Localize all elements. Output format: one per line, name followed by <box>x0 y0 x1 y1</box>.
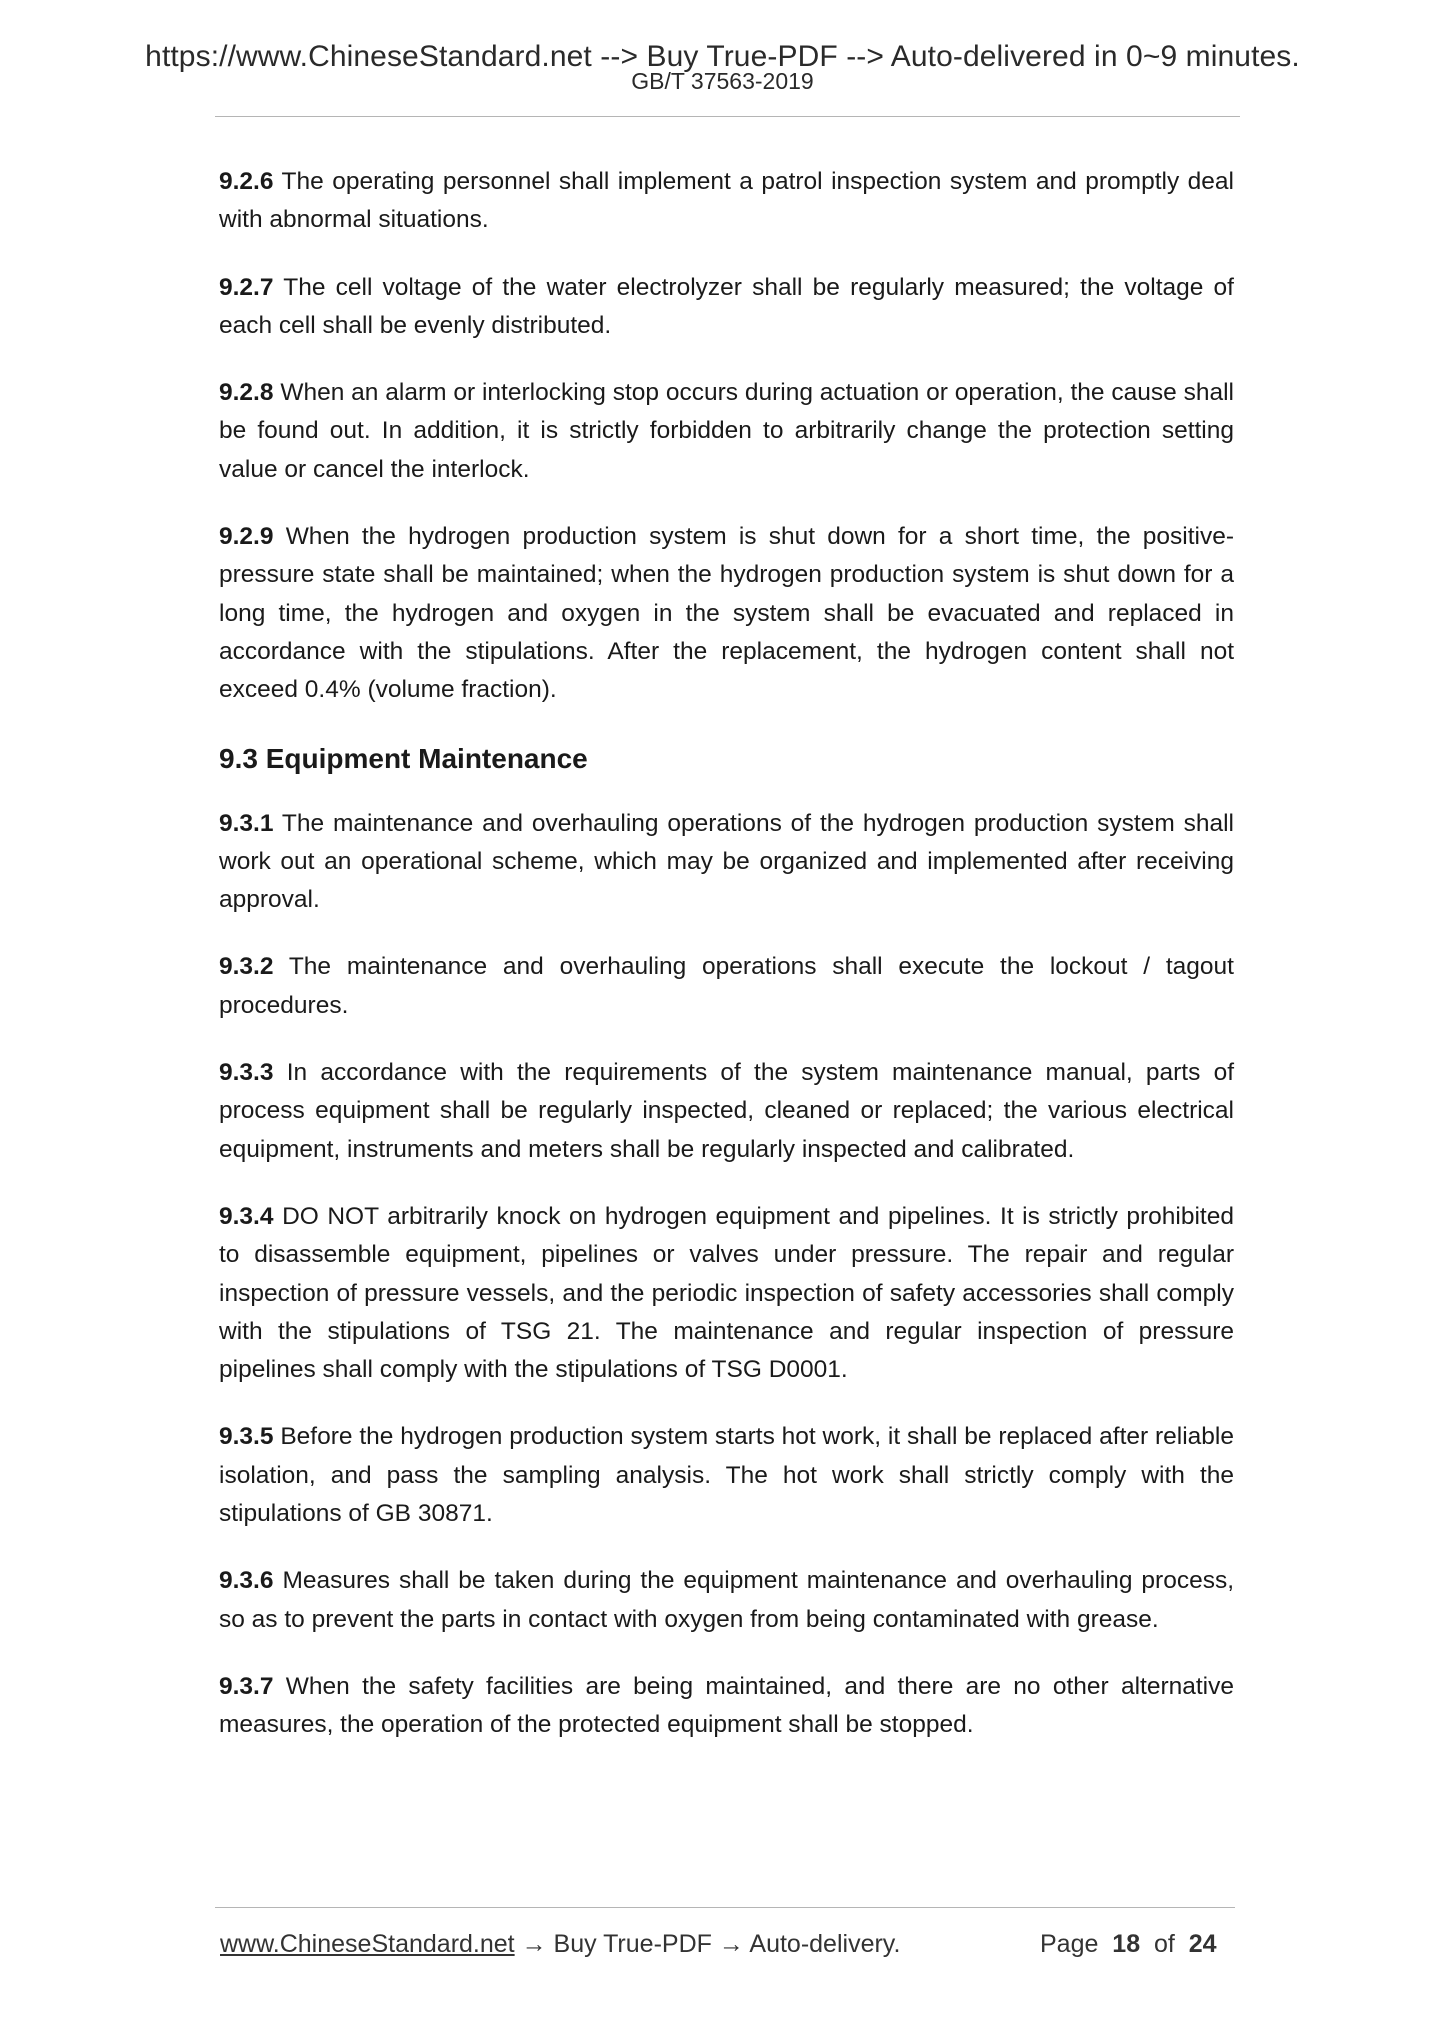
footer-divider <box>215 1907 1235 1908</box>
clause-9-3-1: 9.3.1 The maintenance and overhauling operations of the hydrogen production system shall work out an operational scheme, which may be organized and implemented after receiving approval. <box>219 809 1234 914</box>
page-indicator: Page 18 of 24 <box>1040 1930 1217 1958</box>
footer-site-link[interactable]: www.ChineseStandard.net <box>220 1930 515 1958</box>
footer-promo <box>220 1930 900 1959</box>
header-divider <box>215 116 1240 117</box>
page-content <box>219 163 1234 1774</box>
clause-9-2-9: 9.2.9 When the hydrogen production system is shut down for a short time, the positive-pressure state shall be maintained; when the hydrogen production system is shut down for a long time, the hydrogen and oxygen in the system shall be evacuated and replaced in accordance with the stipulations. After the replacement, the hydrogen content shall not exceed 0.4% (volume fraction). <box>219 523 1234 704</box>
clause-9-3-3: 9.3.3 In accordance with the requirements of the system maintenance manual, parts of process equipment shall be regularly inspected, cleaned or replaced; the various electrical equipment, instruments and meters shall be regularly inspected and calibrated. <box>219 1059 1234 1163</box>
document-id: GB/T 37563-2019 <box>631 68 814 94</box>
clause-9-3-5: 9.3.5 Before the hydrogen production system starts hot work, it shall be replaced after reliable isolation, and pass the sampling analysis. The hot work shall strictly comply with the stipulations of GB 30871. <box>219 1423 1234 1528</box>
current-page: 18 <box>1112 1930 1141 1958</box>
top-banner: https://www.ChineseStandard.net --> Buy True-PDF --> Auto-delivered in 0~9 minutes. <box>145 40 1300 73</box>
section-heading-9-3: 9.3 Equipment Maintenance <box>219 742 588 774</box>
clause-9-3-2: 9.3.2 The maintenance and overhauling operations shall execute the lockout / tagout procedures. <box>219 953 1234 1019</box>
footer-promo-text: → Buy True-PDF → Auto-delivery. <box>514 1930 901 1958</box>
clause-9-2-7: 9.2.7 The cell voltage of the water electrolyzer shall be regularly measured; the voltage of each cell shall be evenly distributed. <box>219 273 1234 339</box>
total-pages: 24 <box>1188 1930 1217 1958</box>
clause-9-2-6: 9.2.6 The operating personnel shall implement a patrol inspection system and promptly deal with abnormal situations. <box>219 168 1234 234</box>
clause-9-3-4: 9.3.4 DO NOT arbitrarily knock on hydrogen equipment and pipelines. It is strictly prohibited to disassemble equipment, pipelines or valves under pressure. The repair and regular inspection of pressure vessels, and the periodic inspection of safety accessories shall comply with the stipulations of TSG 21. The maintenance and regular inspection of pressure pipelines shall comply with the stipulations of TSG D0001. <box>219 1202 1234 1384</box>
clause-9-2-8: 9.2.8 When an alarm or interlocking stop occurs during actuation or operation, the cause shall be found out. In addition, it is strictly forbidden to arbitrarily change the protection setting value or cancel the interlock. <box>219 379 1234 483</box>
clause-9-3-7: 9.3.7 When the safety facilities are being maintained, and there are no other alternative measures, the operation of the protected equipment shall be stopped. <box>219 1672 1234 1739</box>
clause-9-3-6: 9.3.6 Measures shall be taken during the equipment maintenance and overhauling process, so as to prevent the parts in contact with oxygen from being contaminated with grease. <box>219 1567 1234 1633</box>
